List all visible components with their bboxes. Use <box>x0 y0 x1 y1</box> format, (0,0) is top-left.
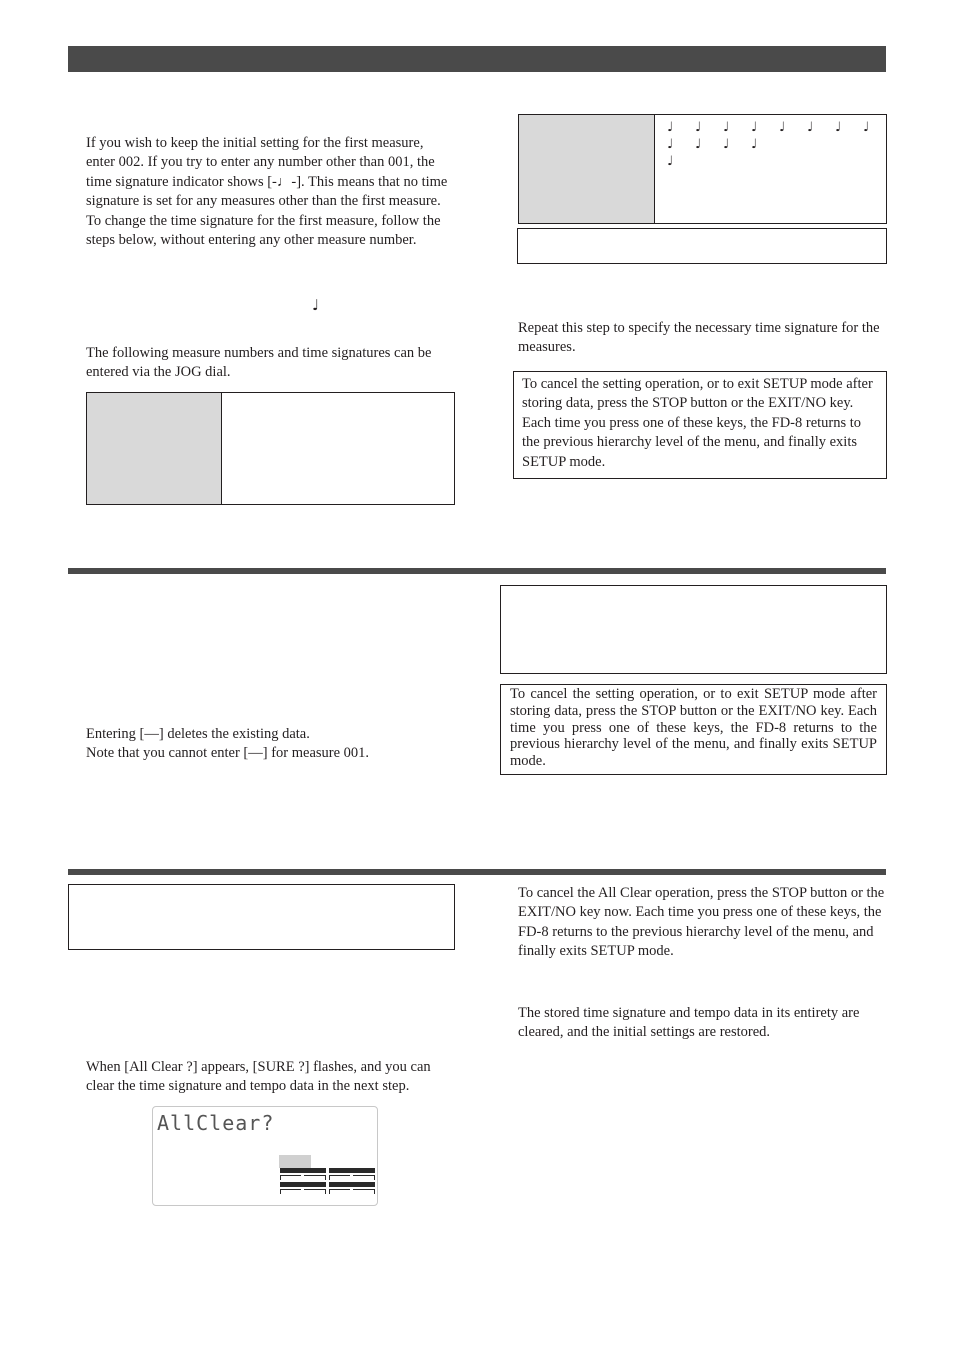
time-signature-table-header-cell <box>519 115 655 223</box>
notes-row-3 <box>667 154 887 169</box>
quarter-note-icon: ♩ <box>863 120 870 135</box>
cancel-setup-note-1-text: To cancel the setting operation, or to exit SETUP mode after storing data, press the STOP button or the EXIT/NO key. Each time you press one of these keys, the FD-8 returns to the previous hierarchy level of the menu, and finally exits SETUP mode. <box>522 376 873 470</box>
quarter-note-icon: ♩ <box>667 137 674 152</box>
meter-segment <box>353 1189 375 1194</box>
meter-bar <box>280 1168 326 1173</box>
empty-note-box <box>517 228 887 264</box>
lcd-level-meter <box>280 1168 376 1196</box>
quarter-note-icon: ♩ <box>667 154 674 169</box>
notes-row-2 <box>667 137 887 152</box>
empty-display-box <box>500 585 887 674</box>
lcd-display <box>152 1106 378 1206</box>
meter-segment <box>304 1189 326 1194</box>
time-signature-table <box>518 114 887 224</box>
measure-001-note-line: Note that you cannot enter [—] for measure 001. <box>86 745 370 761</box>
meter-bar <box>280 1182 326 1187</box>
quarter-note-icon: ♩ <box>807 120 814 135</box>
meter-bar <box>329 1182 375 1187</box>
quarter-note-icon: ♩ <box>723 120 730 135</box>
quarter-note-icon: ♩ <box>667 120 674 135</box>
quarter-note-icon: ♩ <box>695 120 702 135</box>
repeat-step-paragraph: Repeat this step to specify the necessary time signature for the measures. <box>518 320 880 356</box>
quarter-note-icon: ♩ <box>312 296 320 314</box>
quarter-note-icon: ♩ <box>779 120 786 135</box>
cancel-setup-note-2-text: To cancel the setting operation, or to exit SETUP mode after storing data, press the STOP button or the EXIT/NO key. Each time you press one of these keys, the FD-8 returns to the previous hierarchy level of the menu, and finally exits SETUP mode. <box>510 686 877 770</box>
quarter-note-icon: ♩ <box>695 137 702 152</box>
data-cleared-paragraph: The stored time signature and tempo data in its entirety are cleared, and the initial settings are restored. <box>518 1005 860 1041</box>
meter-segment <box>280 1189 301 1194</box>
meter-segment <box>304 1175 326 1180</box>
measure-table-header-cell <box>87 393 222 504</box>
section-divider-1 <box>68 568 886 574</box>
time-signature-notes <box>667 120 887 169</box>
meter-segment <box>353 1175 375 1180</box>
quarter-note-icon: ♩ <box>751 137 758 152</box>
empty-caution-box <box>68 884 455 950</box>
jog-dial-paragraph: The following measure numbers and time signatures can be entered via the JOG dial. <box>86 345 432 381</box>
quarter-note-icon: ♩ <box>751 120 758 135</box>
lcd-display-text: AllClear? <box>157 1111 275 1135</box>
meter-bar <box>329 1168 375 1173</box>
page-header-bar <box>68 46 886 72</box>
meter-segment <box>280 1175 301 1180</box>
quarter-note-icon: ♩ <box>835 120 842 135</box>
intro-paragraph: If you wish to keep the initial setting for the first measure, enter 002. If you try to enter any number other than 001, the time signature indicator shows [-♩-]. This means that no time signature is set for any measures other than the first measure. To change the time signature for the first measure, follow the steps below, without entering any other measure number. <box>86 135 448 249</box>
quarter-note-icon: ♩ <box>723 137 730 152</box>
notes-row-1 <box>667 120 887 135</box>
meter-segment <box>329 1189 350 1194</box>
meter-segment <box>329 1175 350 1180</box>
delete-data-line: Entering [—] deletes the existing data. <box>86 726 310 742</box>
measure-table <box>86 392 455 505</box>
cancel-all-clear-paragraph: To cancel the All Clear operation, press the STOP button or the EXIT/NO key now. Each time you press one of these keys, the FD-8 returns to the previous hierarchy level of the menu, and finally exits SETUP mode. <box>518 885 885 960</box>
section-divider-2 <box>68 869 886 875</box>
lcd-indicator-gray <box>279 1155 311 1168</box>
cancel-setup-note-2 <box>500 684 887 775</box>
cancel-setup-note-1 <box>513 371 887 479</box>
all-clear-paragraph: When [All Clear ?] appears, [SURE ?] flashes, and you can clear the time signature and tempo data in the next step. <box>86 1059 431 1095</box>
